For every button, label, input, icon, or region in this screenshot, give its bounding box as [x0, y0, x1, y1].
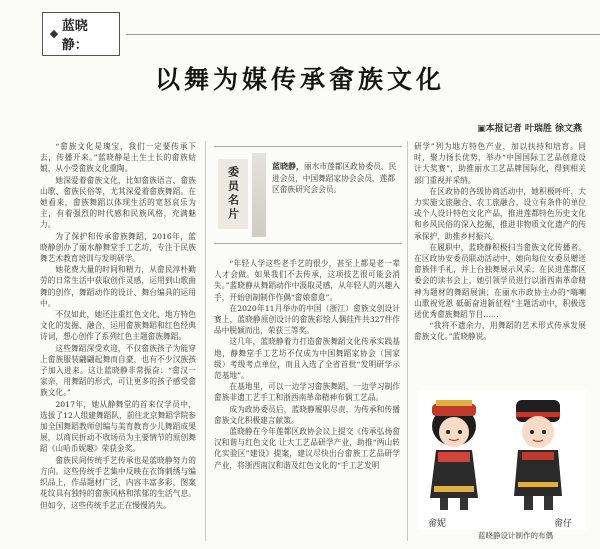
paragraph: 这几年，蓝晓静着力打造畲族舞蹈文化传承实践基地，静舞堂手工艺坊不仅成为中国舞蹈家协会（国家级）考级考点单位，而且入选了全省首批“发明研学示范基地”。 — [214, 337, 400, 381]
paragraph: 在区政协的各级协商活动中，她积极呼吁，大力实施文旅融合、农工旅融合，设立有条件的单位或个人设计特色文化产品，推进莲都特色历史文化和乡风民俗的深入挖掘，推进非物质文化遗产的传承保护，助推乡村振兴。 — [414, 186, 586, 241]
paragraph: 这些舞蹈深受欢迎，不仅畲族孩子为能穿上畲族服装翩翩起舞而自豪，也有不少汉族孩子加入进来。这让蓝晓静非常振奋：“畲汉一家亲，用舞蹈的形式，可让更多的孩子感受畲族文化。” — [40, 343, 196, 398]
article-column-2 — [214, 258, 400, 541]
boy-doll-label: 畲仔 — [554, 519, 573, 529]
column-divider — [205, 141, 206, 541]
paragraph: 蓝晓静在今年莲都区政协会议上提交《传承弘扬畲汉和谐与红色文化 让大工艺品研学产业，助推“两山转化实验区”建设》提案，建议尽快出台畲族工艺品研学产业，将浙西南汉和谐及红色文化的“手工艺发明 — [214, 427, 400, 470]
member-photo — [252, 153, 266, 237]
section-label-box — [42, 12, 120, 56]
doll-photo — [418, 390, 586, 530]
paragraph: 她花费大量的时间和精力，从畲民淳朴勤劳的日常生活中获取创作灵感，运用到山歌曲舞的创作，舞蹈动作的设计、舞台编具的运用中。 — [40, 265, 196, 308]
column-divider — [407, 141, 408, 541]
paragraph: 不仅如此，她还注重红色文化、地方特色文化的发掘、融合，运用畲族舞蹈和红色经典诗词，想心创作了系列红色主题畲族舞蹈。 — [40, 310, 196, 342]
member-card — [214, 146, 402, 244]
paragraph: 在2020年11月举办的中国（浙江）畲族文创设计赛上，蓝晓静原创设计的畲族彩绘人偶挂件共327件作品中脱颖而出，荣获三等奖。 — [214, 303, 400, 336]
section-label — [42, 12, 600, 56]
section-rule — [126, 34, 600, 35]
paragraph: 在基地里，可以一边学习畲族舞蹈，一边学习制作畲族非遗工艺手工和浙西南革命精神布偶工艺品。 — [214, 382, 400, 403]
headline: 以舞为媒传承畲族文化 — [154, 65, 445, 94]
paragraph: “我将不遗余力，用舞蹈的艺术形式传承发展畲族文化。”蓝晓静说。 — [414, 321, 586, 342]
paragraph: 她深爱着畲族文化，比如畲族语言、畲族山歌、畲族民俗等，尤其深爱着畲族舞蹈。在她看来，畲族舞蹈以体现生活的宽怒哀乐为主，有着强烈的时代感和民族风格，充满魅力。 — [40, 175, 196, 230]
paragraph: 2017年，她从静舞堂的首来仅学员中，选拔了12人组建舞蹈队，前往北京舞蹈学院参加全国舞蹈教师创编与美育教育少儿舞蹈成果展，以商民折动不收场员为主要情节的原创舞蹈《山哈币妮趣》荣获金奖。 — [40, 399, 196, 454]
article-column-1 — [40, 141, 196, 541]
member-card-info — [272, 161, 398, 196]
girl-doll — [430, 400, 478, 510]
member-card-tag: 委员名片 — [218, 159, 248, 229]
member-bio: 丽水市莲都区政协委员、民进会员，中国舞蹈家协会会员，莲都区畲族研究会会员。 — [272, 162, 397, 194]
diamond-icon — [50, 30, 58, 38]
paragraph: “畲族文化是瑰宝，我们一定要传承下去，传播开来。”蓝晓静是土生土长的畲族姑娘，从小受畲族文化熏陶。 — [40, 142, 196, 174]
photo-caption: 蓝晓静设计制作的布偶 — [478, 531, 553, 540]
paragraph: 为了保护和传承畲族舞蹈，2016年，蓝晓静创办了丽水静舞堂手工艺坊，专注于民族舞艺术教育培训与发明研学。 — [40, 231, 196, 264]
section-label-text: 蓝晓静： — [61, 19, 88, 53]
article-column-3 — [414, 141, 586, 369]
paragraph: 成为政协委员后，蓝晓静履职尽责，为传承和传播畲族文化积极建言献策。 — [214, 404, 400, 425]
member-name: 蓝晓静， — [272, 162, 304, 171]
paragraph: “年轻人学这些老手艺的很少，甚至上都是老一辈人才会做。如果我们不去传承，这项技艺很可能会消失。”蓝晓静从舞蹈动作中汲取灵感，从年轻人的兴趣入手，开始创制制作作偶“畲娘畲意”。 — [214, 259, 400, 302]
paragraph: 研学”列为地方特色产业，加以扶持和培育。同时，聚力扬长优势，举办“中国国际工艺品创意设计大奖赛”，助推丽水工艺品牌国际化，得到相关部门重视并采纳。 — [414, 142, 586, 185]
girl-doll-label: 畲妮 — [428, 519, 447, 529]
byline: ▣本报记者 叶瑞胜 徐文燕 — [477, 124, 582, 134]
boy-doll — [514, 400, 562, 510]
paragraph: 畲族民间传统手艺传承也是蓝晓静努力的方向。这些传统手艺集中反映在衣饰刺绣与编织品上，作品题材广泛，内容丰富多彩，图案花纹具有独特的畲族风格和浓郁的生活气息。但如今，这些传统手艺正在慢慢消失。 — [40, 455, 196, 510]
paragraph: 在履职中，蓝晓静积极扫当畲族文化传播者。在区政协安委员联动活动中，她向每位女委员赠送畲族伴手礼，并上台独舞展示风采；在民进莲都区委会的读书会上，她引领学员进行以浙西南革命精神为题材的舞蹈展演；在丽水市政协主办的“嗨喇山歌祝党恩 砥砺奋进新征程”主题活动中，积极选送优秀畲族舞蹈节目…… — [414, 242, 586, 320]
